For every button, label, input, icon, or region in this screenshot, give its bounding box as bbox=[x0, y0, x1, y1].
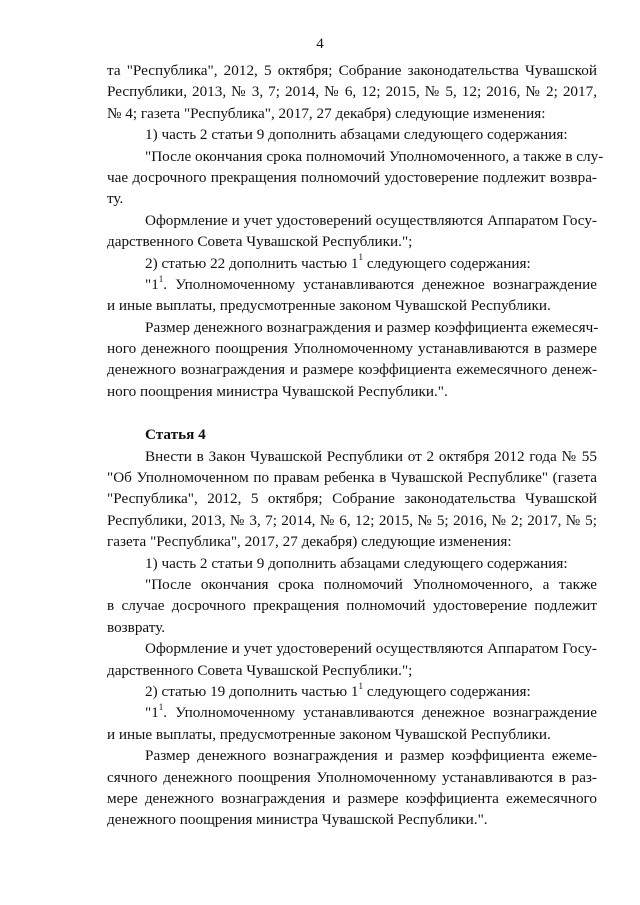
text-line: № 4; газета "Республика", 2017, 27 декабря) следующие изменения: bbox=[107, 104, 546, 122]
text-fragment: . Уполномоченному устанавливаются денежное вознаграждение bbox=[163, 704, 597, 722]
text-line: Размер денежного вознаграждения и размер коэффициента ежемесяч- bbox=[145, 318, 599, 336]
text-line bbox=[107, 274, 597, 295]
superscript: 1 bbox=[158, 702, 164, 713]
text-line: газета "Республика", 2017, 27 декабря) следующие изменения: bbox=[107, 533, 512, 551]
text-line: возврату. bbox=[107, 618, 166, 636]
text-line: "Республика", 2012, 5 октября; Собрание законодательства Чувашской bbox=[107, 490, 597, 508]
page-number: 4 bbox=[316, 36, 324, 52]
text-line: и иные выплаты, предусмотренные законом Чувашской Республики. bbox=[107, 725, 551, 743]
text-fragment: . Уполномоченному устанавливаются денежное вознаграждение bbox=[163, 275, 597, 293]
text-line: в случае досрочного прекращения полномочий удостоверение подлежит bbox=[107, 597, 597, 615]
text-line: "После окончания срока полномочий Уполномоченного, а также bbox=[145, 575, 597, 593]
text-fragment: 2) статью 19 дополнить частью 1 bbox=[145, 682, 359, 700]
text-fragment: следующего содержания: bbox=[363, 254, 531, 272]
text-line: ту. bbox=[107, 190, 124, 208]
text-fragment: следующего содержания: bbox=[363, 682, 531, 700]
text-fragment: "1 bbox=[145, 275, 159, 293]
text-line: сячного денежного поощрения Уполномоченному устанавливаются в раз- bbox=[107, 768, 597, 786]
text-line: та "Республика", 2012, 5 октября; Собрание законодательства Чувашской bbox=[107, 62, 597, 79]
spacer bbox=[107, 402, 597, 424]
superscript: 1 bbox=[358, 680, 364, 691]
text-line: дарственного Совета Чувашской Республики."; bbox=[107, 233, 413, 251]
superscript: 1 bbox=[158, 273, 164, 284]
text-fragment: "1 bbox=[145, 704, 159, 722]
text-line: "Об Уполномоченном по правам ребенка в Чувашской Республике" (газета bbox=[107, 469, 597, 487]
text-line: и иные выплаты, предусмотренные законом Чувашской Республики. bbox=[107, 297, 551, 315]
text-line: мере денежного вознаграждения и размере коэффициента ежемесячного bbox=[107, 789, 597, 807]
document-body bbox=[107, 60, 604, 831]
text-line: денежного вознаграждения и размере коэффициента ежемесячного денеж- bbox=[107, 361, 597, 379]
text-line: денежного поощрения министра Чувашской Республики.". bbox=[107, 811, 488, 829]
text-line: "После окончания срока полномочий Уполномоченного, а также в слу- bbox=[145, 147, 604, 165]
text-line bbox=[107, 253, 597, 274]
text-fragment: 2) статью 22 дополнить частью 1 bbox=[145, 254, 359, 272]
text-line: ного поощрения министра Чувашской Республики.". bbox=[107, 382, 448, 400]
text-line: ного денежного поощрения Уполномоченному устанавливаются в размере bbox=[107, 340, 597, 358]
superscript: 1 bbox=[358, 252, 364, 263]
text-line: 1) часть 2 статьи 9 дополнить абзацами следующего содержания: bbox=[145, 554, 568, 572]
text-line bbox=[107, 702, 597, 723]
article-heading: Статья 4 bbox=[145, 426, 206, 444]
text-line: Республики, 2013, № 3, 7; 2014, № 6, 12; 2015, № 5, 12; 2016, № 2; 2017, bbox=[107, 83, 597, 101]
text-line: Внести в Закон Чувашской Республики от 2 октября 2012 года № 55 bbox=[145, 447, 597, 465]
text-line: 1) часть 2 статьи 9 дополнить абзацами следующего содержания: bbox=[145, 126, 568, 144]
text-line: Размер денежного вознаграждения и размер коэффициента ежеме- bbox=[145, 747, 597, 765]
text-line: Республики, 2013, № 3, 7; 2014, № 6, 12; 2015, № 5; 2016, № 2; 2017, № 5; bbox=[107, 511, 597, 529]
text-line: Оформление и учет удостоверений осуществляются Аппаратом Госу- bbox=[145, 640, 597, 658]
text-line bbox=[107, 681, 597, 702]
text-line: чае досрочного прекращения полномочий удостоверение подлежит возвра- bbox=[107, 168, 597, 186]
text-line: дарственного Совета Чувашской Республики."; bbox=[107, 661, 413, 679]
text-line: Оформление и учет удостоверений осуществляются Аппаратом Госу- bbox=[145, 211, 597, 229]
